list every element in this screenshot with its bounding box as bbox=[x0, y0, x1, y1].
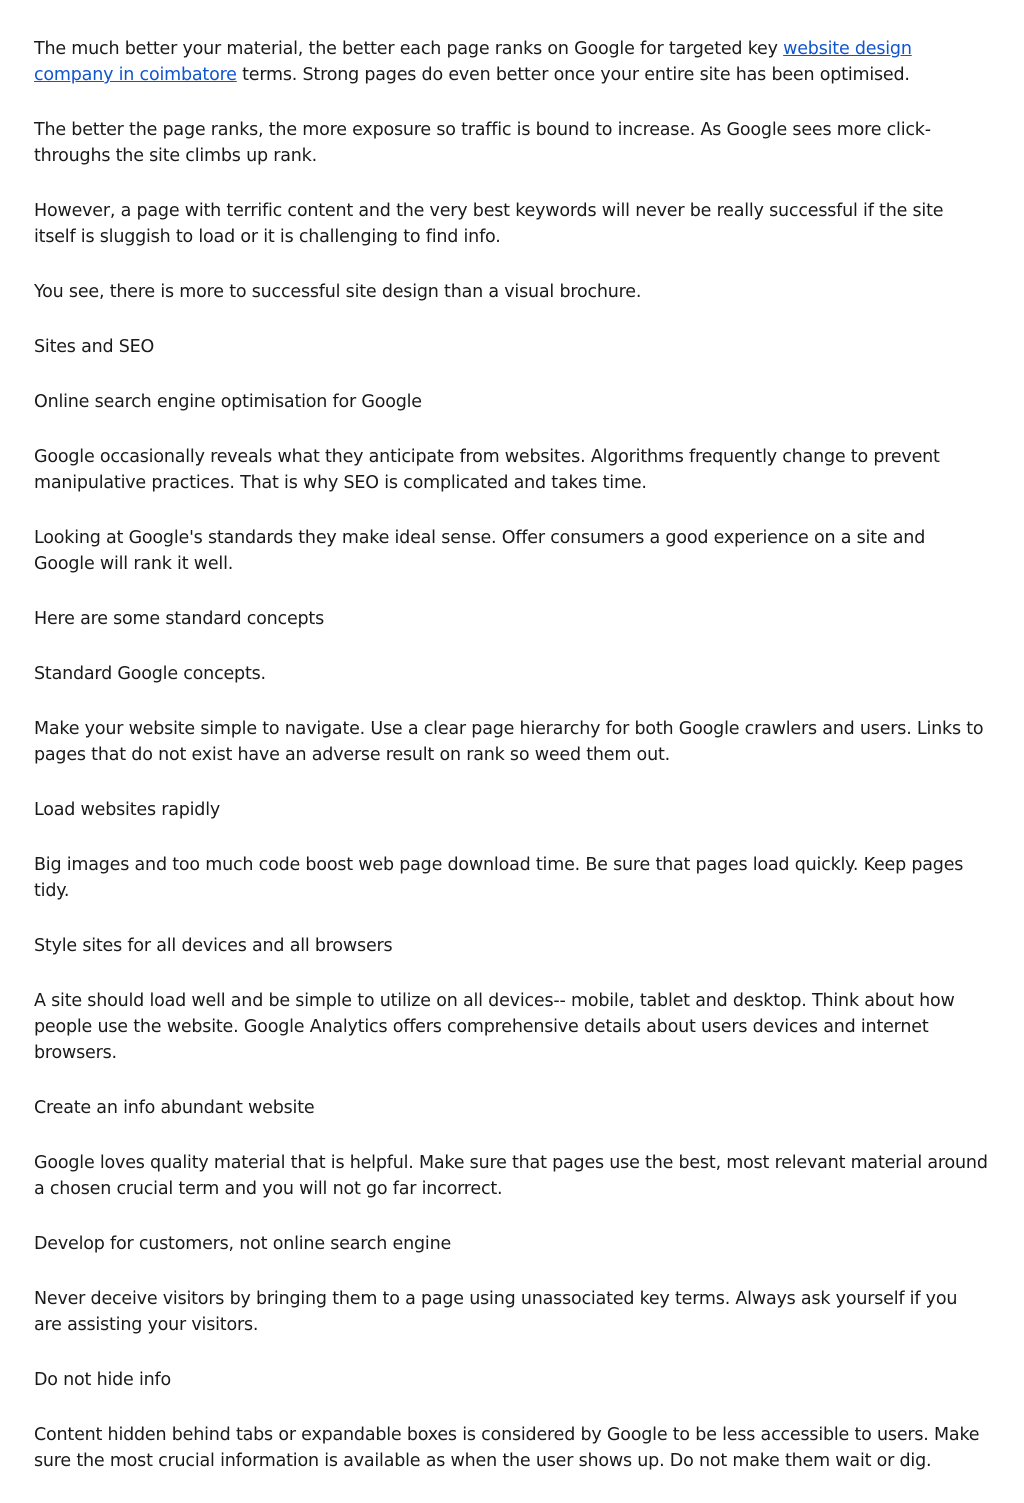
intro-text-after-link: terms. Strong pages do even better once your entire site has been optimised. bbox=[236, 65, 910, 85]
paragraph: A site should load well and be simple to utilize on all devices-- mobile, tablet and desktop. Think about how people use the website. Google Analytics offers comprehensive details about users devices and internet browsers. bbox=[34, 991, 955, 1063]
section-heading: Here are some standard concepts bbox=[34, 609, 325, 629]
paragraph: Google occasionally reveals what they anticipate from websites. Algorithms frequently change to prevent manipulative practices. That is why SEO is complicated and takes time. bbox=[34, 447, 940, 493]
intro-text-before-link: The much better your material, the better each page ranks on Google for targeted key bbox=[34, 39, 784, 59]
paragraph: Content hidden behind tabs or expandable boxes is considered by Google to be less accessible to users. Make sure the most crucial information is available as when the user shows up. Do not make them wait or dig. bbox=[34, 1425, 980, 1471]
section-heading: Load websites rapidly bbox=[34, 800, 221, 820]
website-design-company-link[interactable]: website design company in coimbatore bbox=[34, 39, 912, 85]
paragraph: Google loves quality material that is helpful. Make sure that pages use the best, most relevant material around a chosen crucial term and you will not go far incorrect. bbox=[34, 1153, 988, 1199]
section-heading: Online search engine optimisation for Google bbox=[34, 392, 422, 412]
section-heading: Style sites for all devices and all browsers bbox=[34, 936, 393, 956]
paragraph: Make your website simple to navigate. Use a clear page hierarchy for both Google crawlers and users. Links to pages that do not exist have an adverse result on rank so weed them out. bbox=[34, 719, 984, 765]
section-heading: Do not hide info bbox=[34, 1370, 171, 1390]
section-heading: Sites and SEO bbox=[34, 337, 155, 357]
paragraph: Big images and too much code boost web page download time. Be sure that pages load quickly. Keep pages tidy. bbox=[34, 855, 964, 901]
paragraph: Looking at Google's standards they make ideal sense. Offer consumers a good experience on a site and Google will rank it well. bbox=[34, 528, 926, 574]
intro-paragraph bbox=[34, 36, 989, 88]
paragraph: However, a page with terrific content and the very best keywords will never be really successful if the site itself is sluggish to load or it is challenging to find info. bbox=[34, 201, 944, 247]
paragraph: The better the page ranks, the more exposure so traffic is bound to increase. As Google sees more click-throughs the site climbs up rank. bbox=[34, 120, 931, 166]
section-heading: Standard Google concepts. bbox=[34, 664, 266, 684]
paragraph: You see, there is more to successful site design than a visual brochure. bbox=[34, 282, 642, 302]
document-body bbox=[34, 36, 989, 1503]
section-heading: Create an info abundant website bbox=[34, 1098, 315, 1118]
paragraph: Never deceive visitors by bringing them to a page using unassociated key terms. Always ask yourself if you are assisting your visitors. bbox=[34, 1289, 958, 1335]
section-heading: Develop for customers, not online search engine bbox=[34, 1234, 452, 1254]
